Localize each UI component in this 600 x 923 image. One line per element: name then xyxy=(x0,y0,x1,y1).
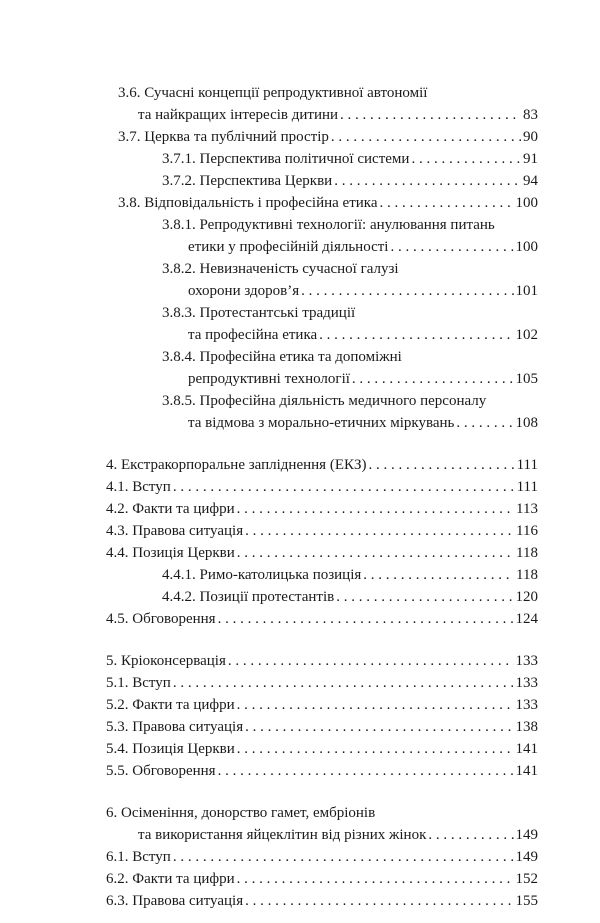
toc-entry xyxy=(106,280,538,302)
toc-leader-dots xyxy=(331,126,521,148)
toc-entry xyxy=(106,214,538,236)
toc-entry-title: 3.8.1. Репродуктивні технології: анулювання питань xyxy=(162,217,495,233)
toc-leader-dots xyxy=(456,412,513,434)
toc-entry xyxy=(106,82,538,104)
toc-page-number: 155 xyxy=(515,893,538,909)
toc-page-number: 138 xyxy=(515,719,538,735)
toc-page-number: 90 xyxy=(523,129,538,145)
toc-leader-dots xyxy=(336,586,513,608)
toc-entry xyxy=(106,476,538,498)
toc-page-number: 124 xyxy=(515,611,538,627)
toc-leader-dots xyxy=(245,520,514,542)
toc-entry-title: 3.8.4. Професійна етика та допоміжні xyxy=(162,349,402,365)
toc-page-number: 111 xyxy=(516,479,538,495)
toc-entry xyxy=(106,520,538,542)
toc-leader-dots xyxy=(319,324,513,346)
toc-page-number: 102 xyxy=(515,327,538,343)
toc-entry-title: 5.4. Позиція Церкви xyxy=(106,741,235,757)
toc-entry xyxy=(106,846,538,868)
toc-entry xyxy=(106,390,538,412)
toc-leader-dots xyxy=(237,694,514,716)
toc-entry xyxy=(106,258,538,280)
toc-entry xyxy=(106,802,538,824)
toc-entry xyxy=(106,498,538,520)
toc-entry-title: 3.7. Церква та публічний простір xyxy=(118,129,329,145)
toc-entry-title: охорони здоров’я xyxy=(188,283,300,299)
toc-page-number: 133 xyxy=(515,653,538,669)
toc-entry-title: 3.8.2. Невизначеність сучасної галузі xyxy=(162,261,399,277)
toc-page-number: 149 xyxy=(515,849,538,865)
toc-page-number: 108 xyxy=(515,415,538,431)
toc-entry xyxy=(106,236,538,258)
toc-entry-title: та використання яйцеклітин від різних жінок xyxy=(138,827,427,843)
toc-entry xyxy=(106,672,538,694)
toc-entry-title: 4.2. Факти та цифри xyxy=(106,501,235,517)
toc-leader-dots xyxy=(173,476,515,498)
toc-leader-dots xyxy=(340,104,521,126)
toc-page-number: 100 xyxy=(515,195,538,211)
toc-leader-dots xyxy=(301,280,513,302)
toc-page-number: 113 xyxy=(516,501,538,517)
toc-leader-dots xyxy=(237,498,514,520)
toc-entry xyxy=(106,104,538,126)
toc-page-number: 133 xyxy=(515,697,538,713)
toc-leader-dots xyxy=(218,760,514,782)
toc-entry-title: 6.3. Правова ситуація xyxy=(106,893,244,909)
toc-entry xyxy=(106,824,538,846)
toc-entry-title: 6. Осіменіння, донорство гамет, ембріонів xyxy=(106,805,376,821)
toc-page-number: 94 xyxy=(523,173,538,189)
toc-leader-dots xyxy=(173,672,514,694)
toc-page-number: 83 xyxy=(523,107,538,123)
toc-page-number: 100 xyxy=(515,239,538,255)
toc-leader-dots xyxy=(411,148,521,170)
toc-leader-dots xyxy=(237,542,514,564)
toc-entry xyxy=(106,738,538,760)
toc-entry-title: 6.2. Факти та цифри xyxy=(106,871,235,887)
toc-leader-dots xyxy=(352,368,514,390)
toc-entry xyxy=(106,454,538,476)
toc-entry xyxy=(106,760,538,782)
toc-entry-title: 4.5. Обговорення xyxy=(106,611,216,627)
toc-entry-title: етики у професійній діяльності xyxy=(188,239,389,255)
toc-page-number: 152 xyxy=(515,871,538,887)
toc-entry xyxy=(106,608,538,630)
toc-page-number: 116 xyxy=(516,523,538,539)
toc-entry-title: 4.4.2. Позиції протестантів xyxy=(162,589,335,605)
toc-entry-title: та професійна етика xyxy=(188,327,318,343)
toc-entry-title: 3.6. Сучасні концепції репродуктивної автономії xyxy=(118,85,428,101)
toc-entry-title: 4.1. Вступ xyxy=(106,479,171,495)
toc-entry-title: 4.4. Позиція Церкви xyxy=(106,545,235,561)
toc-page-number: 149 xyxy=(515,827,538,843)
toc-leader-dots xyxy=(173,846,514,868)
toc-entry xyxy=(106,542,538,564)
toc-leader-dots xyxy=(380,192,514,214)
toc-page-number: 118 xyxy=(516,567,538,583)
toc-entry-title: репродуктивні технології xyxy=(188,371,350,387)
table-of-contents xyxy=(106,82,538,912)
toc-entry xyxy=(106,368,538,390)
toc-page-number: 120 xyxy=(515,589,538,605)
toc-entry xyxy=(106,148,538,170)
toc-page-number: 141 xyxy=(515,741,538,757)
toc-entry xyxy=(106,890,538,912)
toc-entry xyxy=(106,868,538,890)
toc-entry xyxy=(106,586,538,608)
toc-leader-dots xyxy=(218,608,514,630)
toc-entry-title: 5.2. Факти та цифри xyxy=(106,697,235,713)
toc-entry-title: 5.5. Обговорення xyxy=(106,763,216,779)
toc-entry xyxy=(106,412,538,434)
toc-entry-title: 4.3. Правова ситуація xyxy=(106,523,244,539)
toc-leader-dots xyxy=(334,170,521,192)
toc-entry xyxy=(106,192,538,214)
toc-entry xyxy=(106,346,538,368)
toc-entry-title: 3.7.2. Перспектива Церкви xyxy=(162,173,333,189)
toc-leader-dots xyxy=(237,868,514,890)
toc-entry-title: 5.1. Вступ xyxy=(106,675,171,691)
toc-leader-dots xyxy=(363,564,514,586)
toc-entry xyxy=(106,302,538,324)
toc-entry-title: 6.1. Вступ xyxy=(106,849,171,865)
toc-page-number: 91 xyxy=(523,151,538,167)
toc-leader-dots xyxy=(245,890,513,912)
toc-page-number: 101 xyxy=(515,283,538,299)
toc-leader-dots xyxy=(428,824,513,846)
toc-page-number: 118 xyxy=(516,545,538,561)
toc-entry-title: та найкращих інтересів дитини xyxy=(138,107,339,123)
toc-entry-title: 4. Екстракорпоральне запліднення (ЕКЗ) xyxy=(106,457,367,473)
toc-leader-dots xyxy=(237,738,514,760)
toc-entry xyxy=(106,564,538,586)
toc-page-number: 111 xyxy=(516,457,538,473)
toc-entry-title: 4.4.1. Римо-католицька позиція xyxy=(162,567,362,583)
toc-leader-dots xyxy=(245,716,513,738)
toc-entry xyxy=(106,650,538,672)
toc-entry-title: 5.3. Правова ситуація xyxy=(106,719,244,735)
toc-entry xyxy=(106,170,538,192)
toc-entry xyxy=(106,126,538,148)
toc-entry xyxy=(106,694,538,716)
toc-entry xyxy=(106,716,538,738)
toc-entry-title: 3.7.1. Перспектива політичної системи xyxy=(162,151,410,167)
toc-entry-title: 3.8.5. Професійна діяльність медичного персоналу xyxy=(162,393,487,409)
toc-page-number: 105 xyxy=(515,371,538,387)
toc-page-number: 133 xyxy=(515,675,538,691)
toc-entry xyxy=(106,324,538,346)
toc-page-number: 141 xyxy=(515,763,538,779)
toc-entry-title: 3.8.3. Протестантські традиції xyxy=(162,305,356,321)
toc-entry-title: та відмова з морально-етичних міркувань xyxy=(188,415,455,431)
toc-leader-dots xyxy=(390,236,513,258)
toc-leader-dots xyxy=(369,454,515,476)
toc-entry-title: 5. Кріоконсервація xyxy=(106,653,226,669)
toc-entry-title: 3.8. Відповідальність і професійна етика xyxy=(118,195,378,211)
toc-leader-dots xyxy=(228,650,514,672)
